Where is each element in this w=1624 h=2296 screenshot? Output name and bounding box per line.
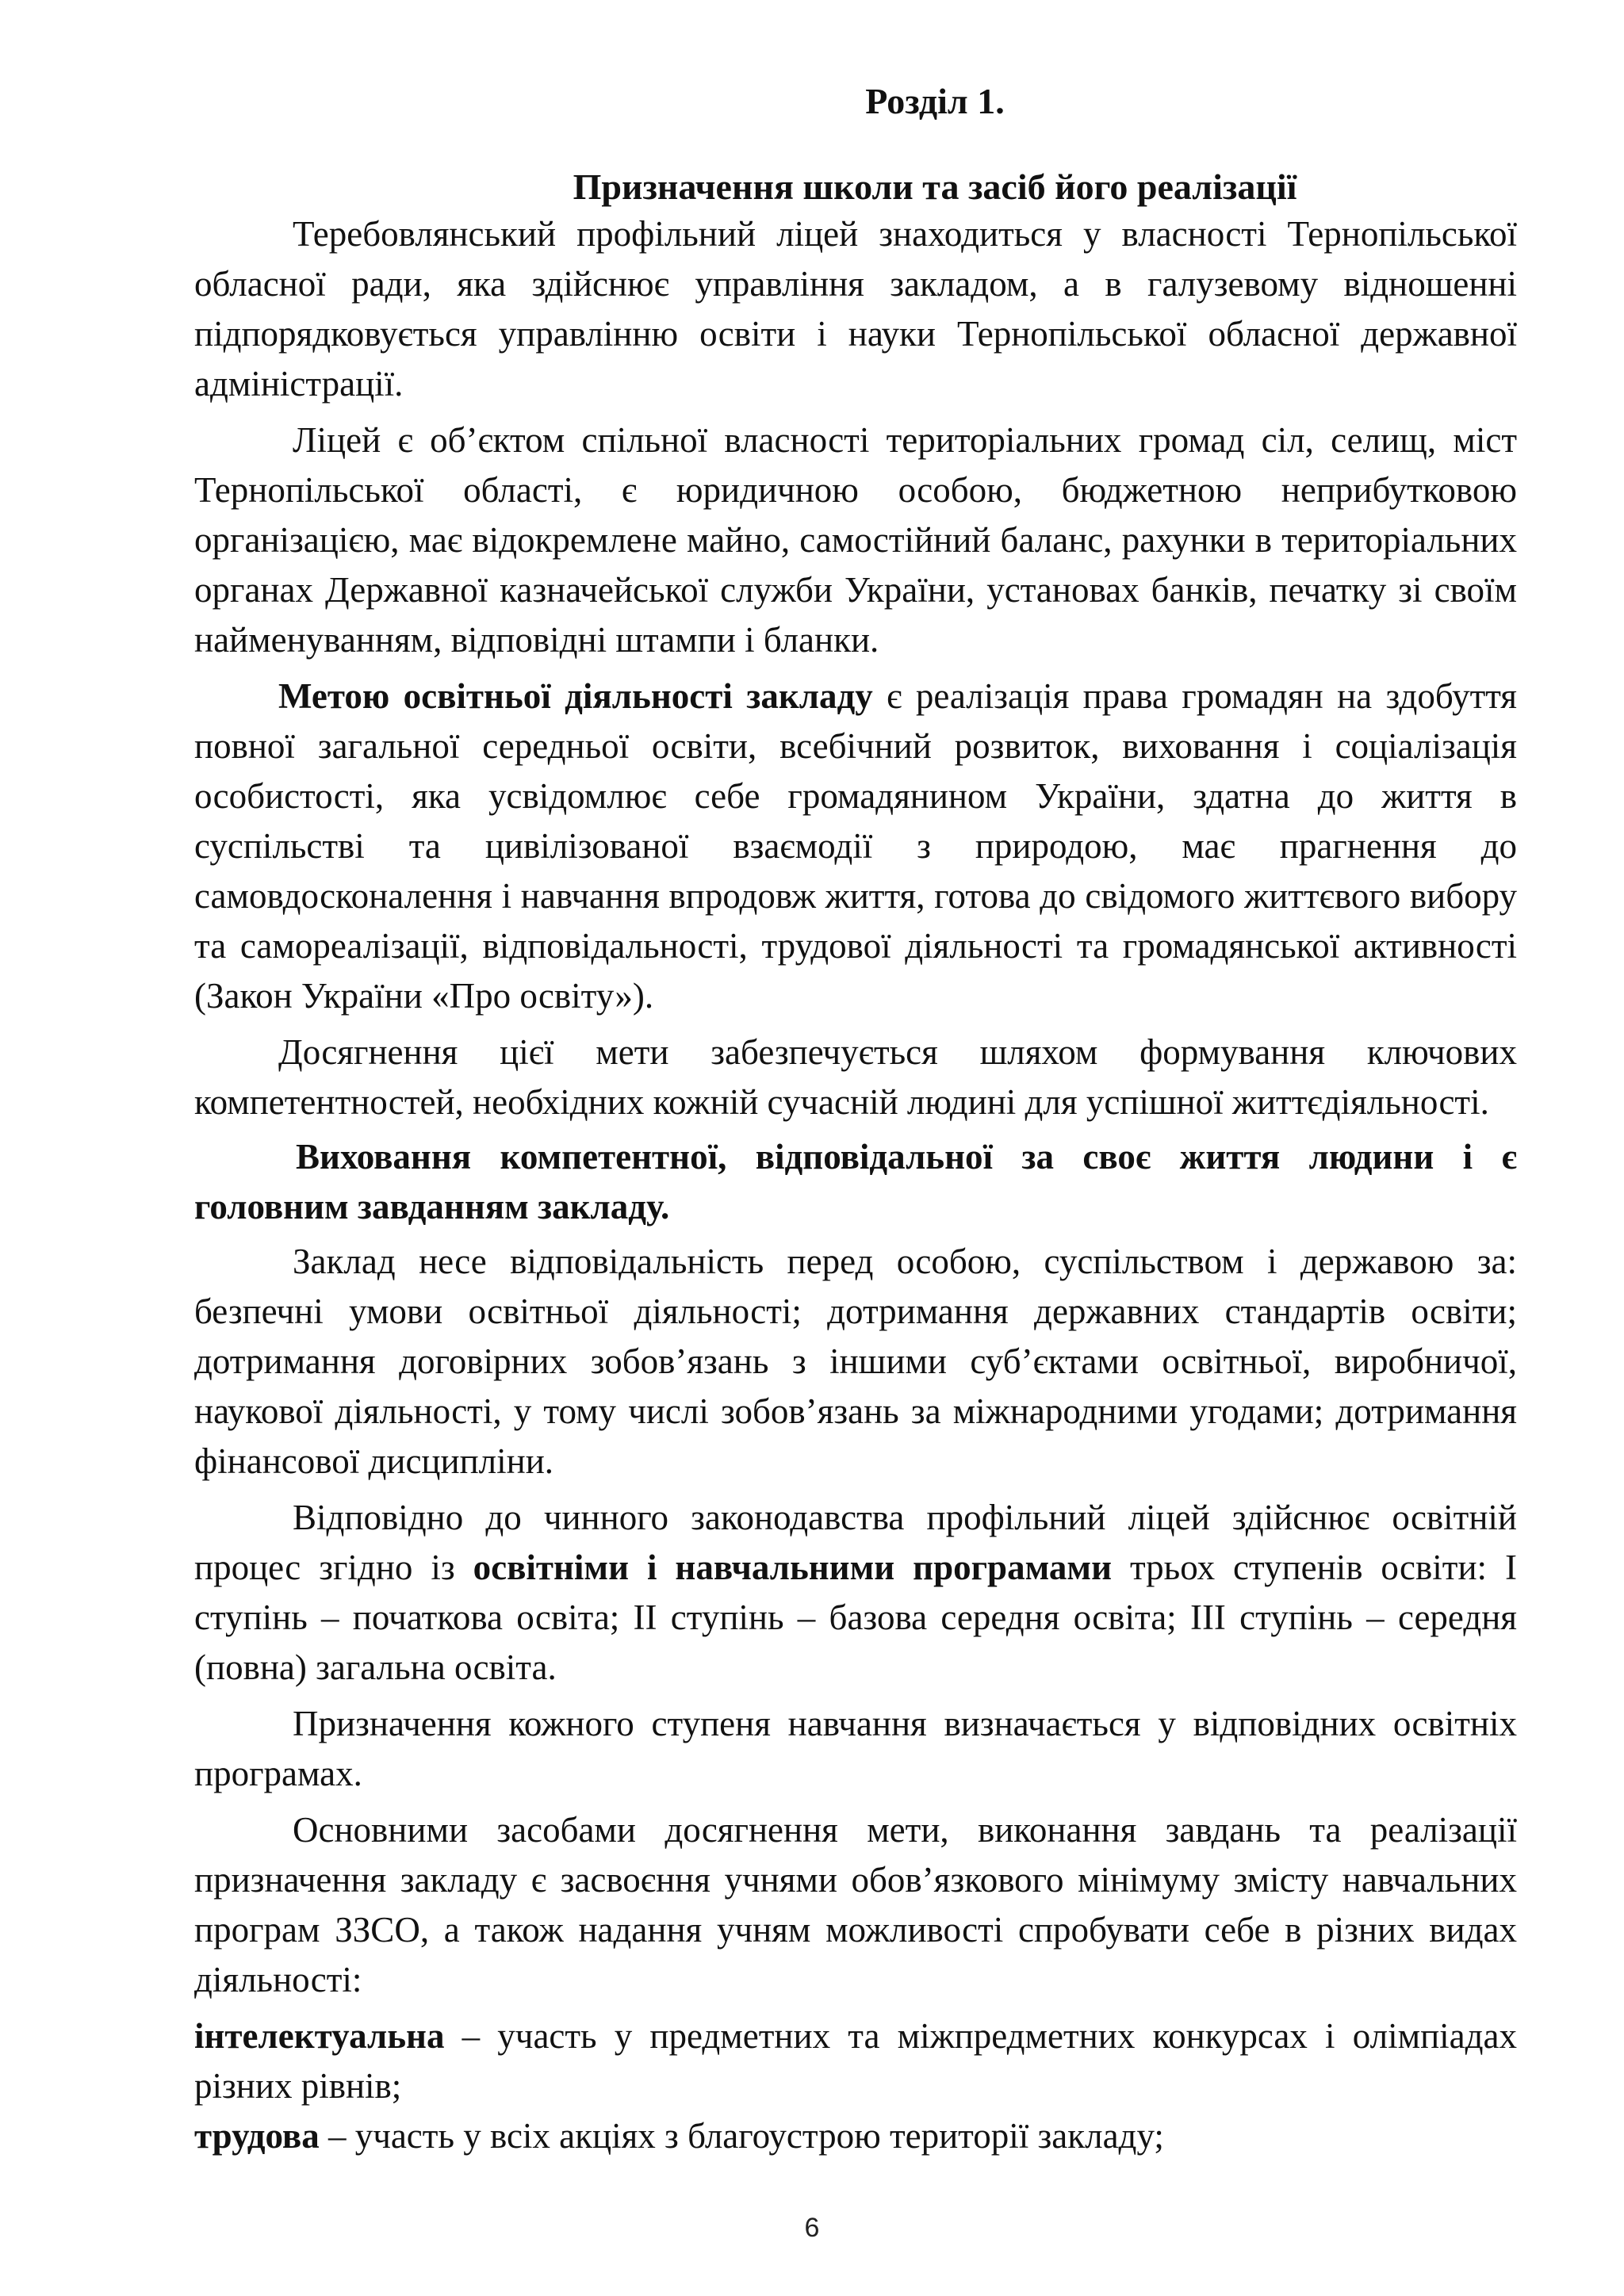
section-number: Розділ 1. [865,81,1005,121]
page-content [194,79,1517,2161]
paragraph-main-task [194,1132,1517,1232]
purpose-text: є реалізація права громадян на здобуття повної загальної середньої освіти, всебічний розвиток, виховання і соціалізація особистості, яка усвідомлює себе громадянином України, здатна до життя в суспільстві та цивілізованої взаємодії з природою, має прагнення до самовдосконалення і навчання впродовж життя, готова до свідомого життєвого вибору та самореалізації, відповідальності, трудової діяльності та громадянської активності (Закон України «Про освіту»). [194,676,1518,1016]
list-item-labor [194,2111,1517,2161]
programs-text-before: Відповідно до чинного законодавства профільний ліцей здійснює освітній процес згідно із [194,1498,1517,1587]
paragraph-purpose [194,672,1517,1021]
page-number: 6 [804,2213,820,2243]
paragraph-legal-status: Ліцей є об’єктом спільної власності територіальних громад сіл, селищ, міст Тернопільської області, є юридичною особою, бюджетною неприбутковою організацією, має відокремлене майно, самостійний баланс, рахунки в територіальних органах Державної казначейської служби України, установах банків, печатку зі своїм найменуванням, відповідні штампи і бланки. [194,420,1517,660]
main-task-text: Виховання компетентної, відповідальної за своє життя людини і є головним завданням закладу. [194,1137,1517,1226]
labor-text: – участь у всіх акціях з благоустрою території закладу; [319,2116,1164,2156]
intellectual-label: інтелектуальна [194,2016,445,2056]
list-item-intellectual [194,2011,1517,2111]
programs-text-after: трьох ступенів освіти: І ступінь – початкова освіта; ІІ ступінь – базова середня освіта; ІІІ ступінь – середня (повна) загальна освіта. [194,1548,1517,1687]
paragraph-responsibility: Заклад несе відповідальність перед особою, суспільством і державою за: безпечні умови освітньої діяльності; дотримання державних стандартів освіти; дотримання договірних зобов’язань з іншими суб’єктами освітньої, виробничої, наукової діяльності, у тому числі зобов’язань за міжнародними угодами; дотримання фінансової дисципліни. [194,1242,1517,1481]
labor-label: трудова [194,2116,320,2156]
paragraph-competences: Досягнення цієї мети забезпечується шляхом формування ключових компетентностей, необхідних кожній сучасній людині для успішної життєдіяльності. [194,1032,1517,1122]
intellectual-text: – участь у предметних та міжпредметних конкурсах і олімпіадах різних рівнів; [194,2016,1517,2106]
paragraph-programs [194,1493,1517,1693]
paragraph-levels: Призначення кожного ступеня навчання визначається у відповідних освітніх програмах. [194,1704,1517,1793]
paragraph-ownership: Теребовлянський профільний ліцей знаходиться у власності Тернопільської обласної ради, яка здійснює управління закладом, а в галузевому відношенні підпорядковується управлінню освіти і науки Тернопільської обласної державної адміністрації. [194,214,1517,404]
paragraph-means: Основними засобами досягнення мети, виконання завдань та реалізації призначення закладу є засвоєння учнями обов’язкового мінімуму змісту навчальних програм ЗЗСО, а також надання учням можливості спробувати себе в різних видах діяльності: [194,1810,1517,1999]
section-title: Призначення школи та засіб його реалізації [573,166,1297,207]
programs-bold: освітніми і навчальними програмами [473,1548,1112,1587]
purpose-heading: Метою освітньої діяльності закладу [278,676,873,716]
